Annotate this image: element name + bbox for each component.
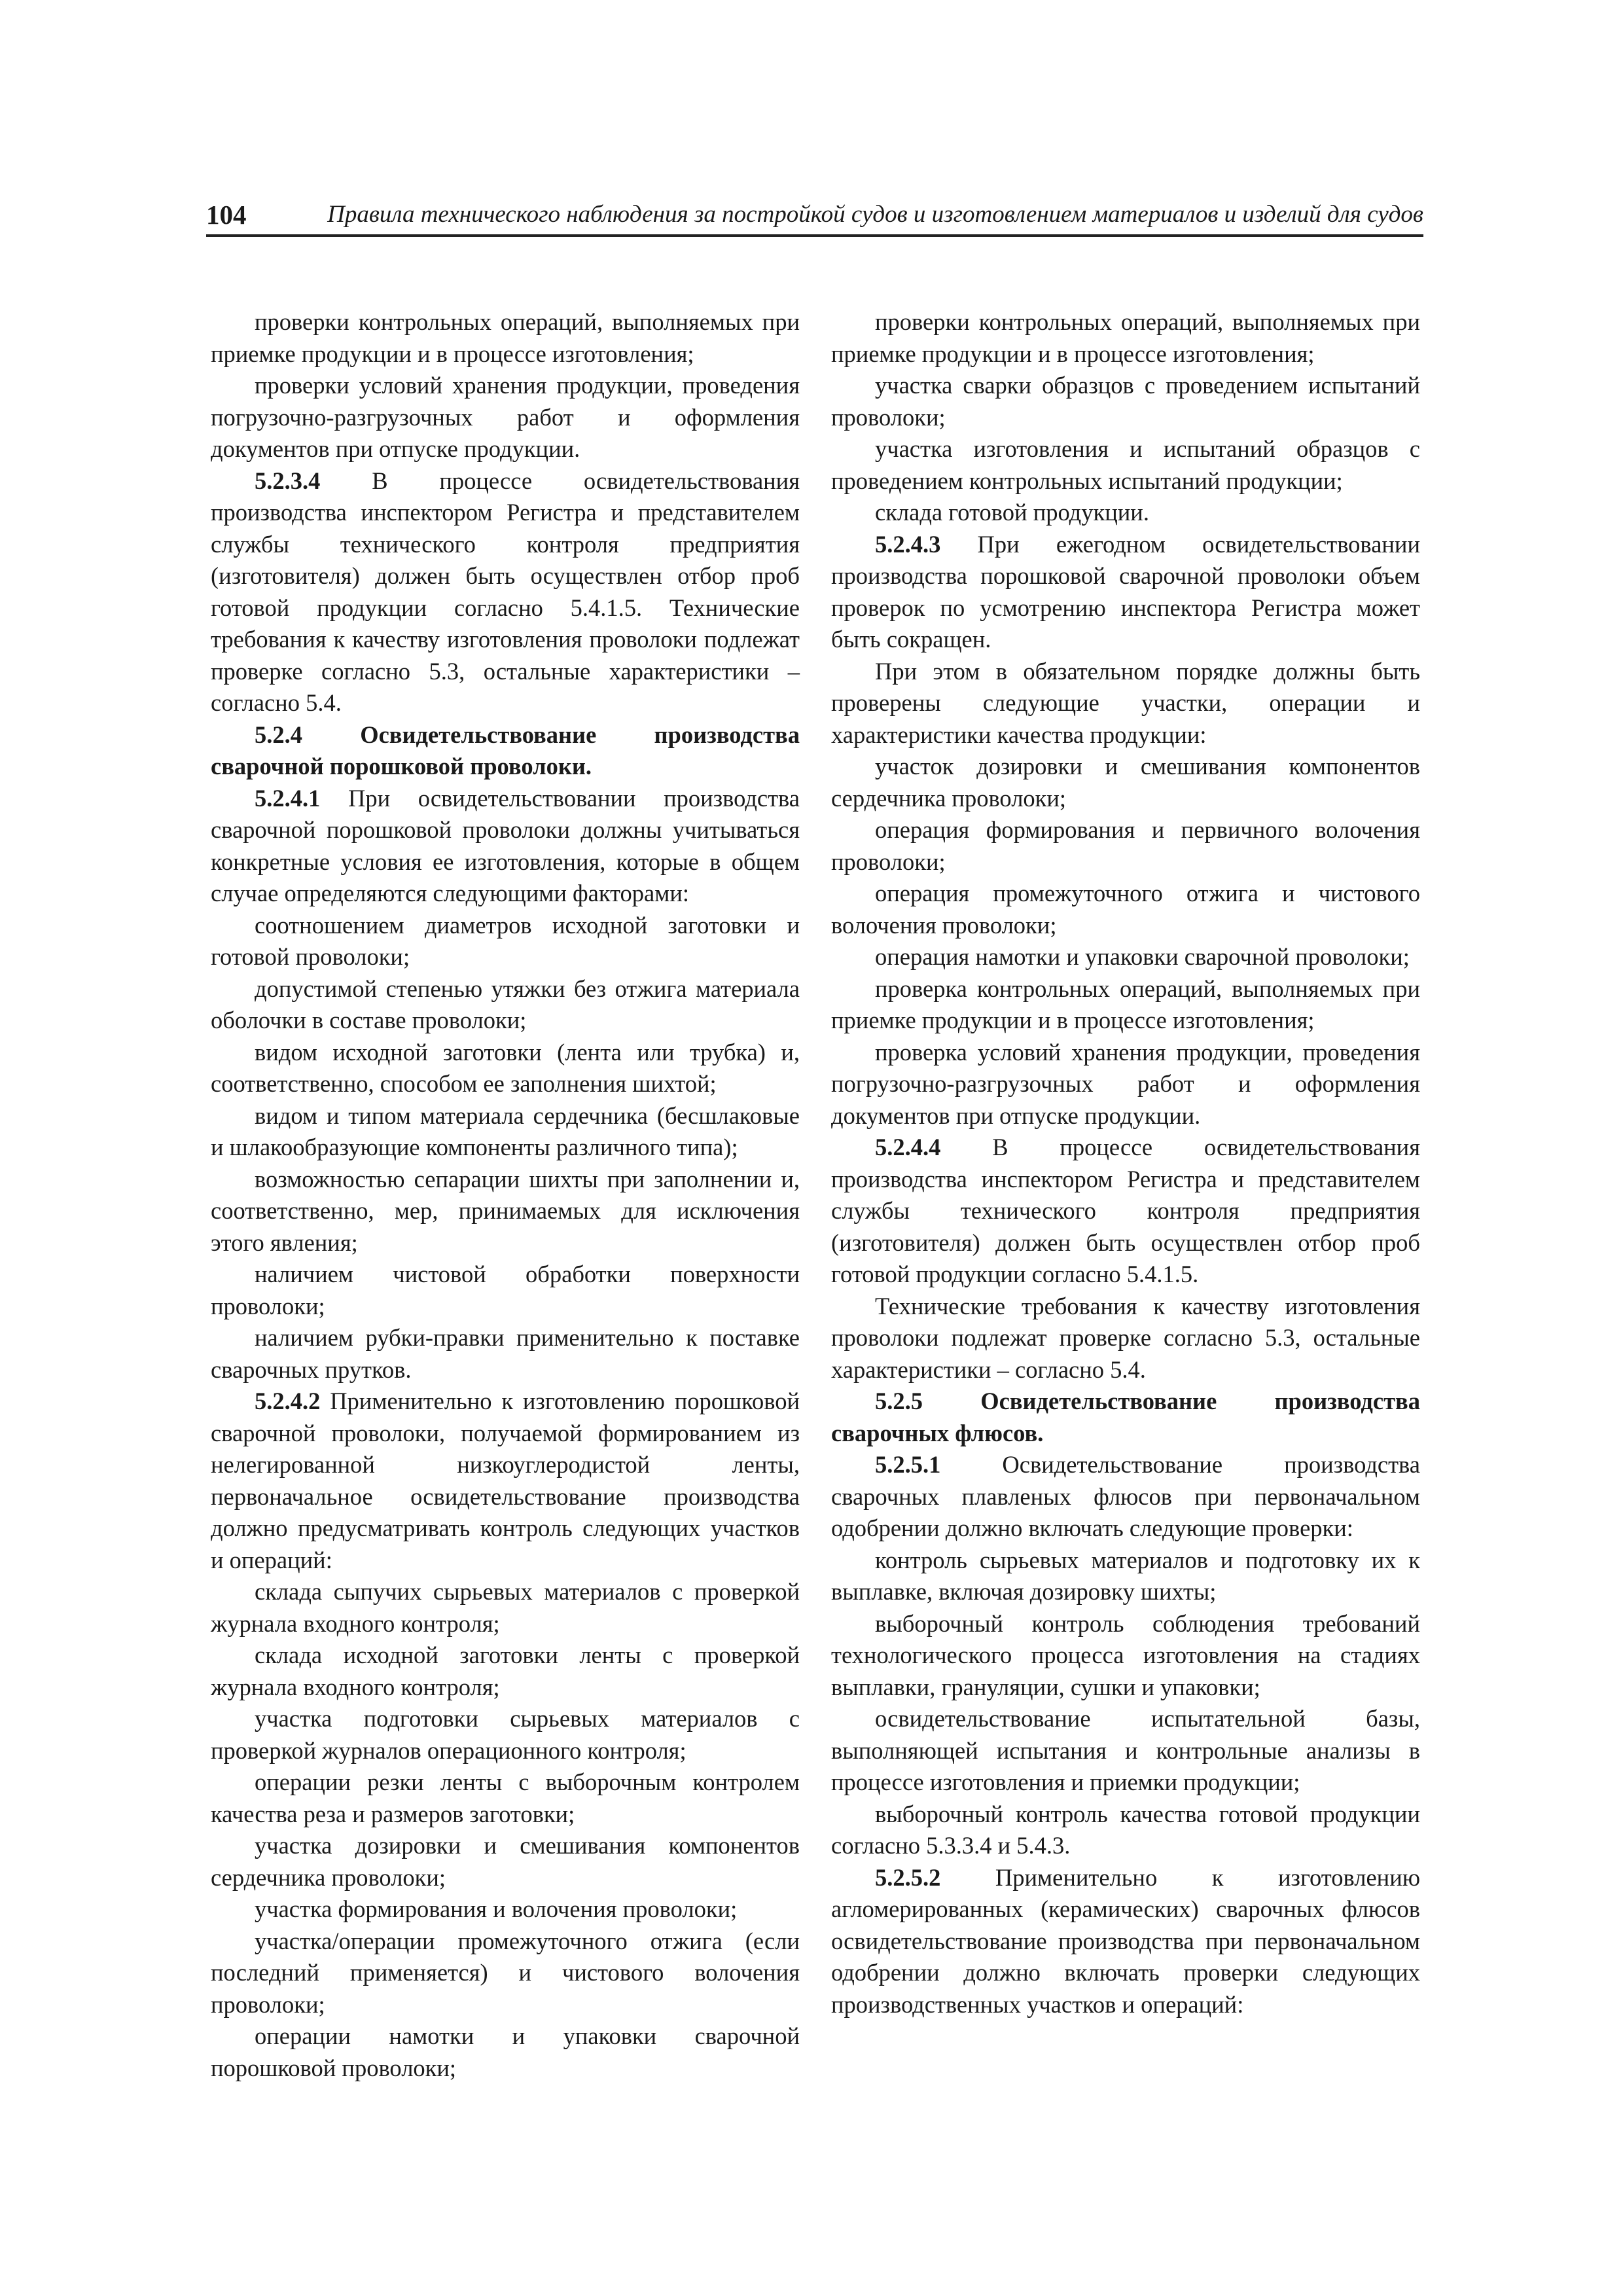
paragraph [831,878,1420,941]
paragraph [831,1799,1420,1862]
paragraph-text: операции резки ленты с выборочным контролем качества реза и размеров заготовки; [211,1768,800,1827]
section-number: 5.2.4.1 [255,784,321,812]
paragraph [831,1545,1420,1608]
paragraph [211,1322,800,1386]
paragraph-text: участок дозировки и смешивания компонентов сердечника проволоки; [831,753,1420,812]
paragraph [211,1767,800,1830]
paragraph [211,1386,800,1576]
paragraph [211,1259,800,1322]
paragraph-text: участка сварки образцов с проведением испытаний проволоки; [831,372,1420,431]
paragraph-text: выборочный контроль качества готовой продукции согласно 5.3.3.4 и 5.4.3. [831,1800,1420,1859]
right-column [831,306,1420,2020]
paragraph-text: В процессе освидетельствования производства инспектором Регистра и представителем службы технического контроля предприятия (изготовителя) должен быть осуществлен отбор проб готовой продукции согласно 5.4.1.5. [831,1134,1420,1287]
paragraph [211,1100,800,1164]
paragraph-text: освидетельствование испытательной базы, выполняющей испытания и контрольные анализы в процессе изготовления и приемки продукции; [831,1705,1420,1795]
paragraph-text: При освидетельствовании производства сварочной порошковой проволоки должны учитываться конкретные условия ее изготовления, которые в общем случае определяются следующими факторами: [211,784,800,906]
paragraph [831,814,1420,878]
paragraph [211,465,800,719]
paragraph [211,1830,800,1893]
paragraph-text: проверка контрольных операций, выполняемых при приемке продукции и в процессе изготовления; [831,975,1420,1033]
paragraph-text: операция формирования и первичного волочения проволоки; [831,816,1420,875]
paragraph-text: допустимой степенью утяжки без отжига материала оболочки в составе проволоки; [211,975,800,1033]
paragraph [831,529,1420,656]
paragraph [211,1893,800,1926]
paragraph-text: возможностью сепарации шихты при заполнении и, соответственно, мер, принимаемых для исключения этого явления; [211,1165,800,1256]
paragraph [211,1926,800,2021]
paragraph-text: участка/операции промежуточного отжига (если последний применяется) и чистового волочения проволоки; [211,1927,800,2018]
paragraph [831,973,1420,1037]
paragraph [831,1608,1420,1704]
section-number: 5.2.5 Освидетельствование производства сварочных флюсов. [831,1388,1420,1446]
paragraph [831,1132,1420,1291]
paragraph-text: выборочный контроль соблюдения требований технологического процесса изготовления на стадиях выплавки, грануляции, сушки и упаковки; [831,1609,1420,1700]
paragraph [831,306,1420,370]
paragraph-text: Технические требования к качеству изготовления проволоки подлежат проверке согласно 5.3, остальные характеристики – согласно 5.4. [831,1292,1420,1383]
paragraph-text: При ежегодном освидетельствовании производства порошковой сварочной проволоки объем проверок по усмотрению инспектора Регистра может быть сокращен. [831,530,1420,653]
paragraph [211,306,800,370]
paragraph [211,1576,800,1640]
paragraph-text: участка дозировки и смешивания компонентов сердечника проволоки; [211,1832,800,1891]
paragraph [211,2020,800,2084]
paragraph-text: В процессе освидетельствования производства инспектором Регистра и представителем службы технического контроля предприятия (изготовителя) должен быть осуществлен отбор проб готовой продукции согласно 5.4.1.5. Технические требования к качеству изготовления проволоки подлежат проверке согласно 5.3, остальные характеристики – согласно 5.4. [211,467,800,716]
left-column [211,306,800,2084]
paragraph-text: При этом в обязательном порядке должны быть проверены следующие участки, операции и характеристики качества продукции: [831,657,1420,748]
paragraph [831,370,1420,433]
paragraph [211,370,800,465]
paragraph-text: участка формирования и волочения проволоки; [255,1895,738,1922]
paragraph-text: склада сыпучих сырьевых материалов с проверкой журнала входного контроля; [211,1578,800,1637]
paragraph-text: операции намотки и упаковки сварочной порошковой проволоки; [211,2022,800,2081]
paragraph-text: контроль сырьевых материалов и подготовку их к выплавке, включая дозировку шихты; [831,1546,1420,1605]
paragraph [831,1449,1420,1545]
paragraph-text: Применительно к изготовлению порошковой сварочной проволоки, получаемой формированием из нелегированной низкоуглеродистой ленты, первоначальное освидетельствование производства должно предусматривать контроль следующих участков и операций: [211,1388,800,1573]
paragraph-text: операция намотки и упаковки сварочной проволоки; [875,943,1410,970]
section-number: 5.2.4.4 [875,1134,941,1160]
paragraph-text: видом и типом материала сердечника (бесшлаковые и шлакообразующие компоненты различного типа); [211,1102,800,1160]
paragraph-text: склада готовой продукции. [875,499,1149,526]
paragraph-text: проверки условий хранения продукции, проведения погрузочно-разгрузочных работ и оформления документов при отпуске продукции. [211,372,800,462]
section-number: 5.2.4 Освидетельствование производства сварочной порошковой проволоки. [211,721,800,780]
paragraph-text: проверка условий хранения продукции, проведения погрузочно-разгрузочных работ и оформления документов при отпуске продукции. [831,1038,1420,1129]
paragraph [831,497,1420,529]
paragraph-text: участка изготовления и испытаний образцов с проведением контрольных испытаний продукции; [831,435,1420,494]
paragraph [831,1703,1420,1799]
paragraph [211,1037,800,1100]
page-number: 104 [206,200,247,230]
paragraph-text: проверки контрольных операций, выполняемых при приемке продукции и в процессе изготовления; [211,308,800,367]
section-number: 5.2.5.2 [875,1863,941,1891]
paragraph [831,1291,1420,1386]
paragraph [211,1703,800,1767]
paragraph-text: операция промежуточного отжига и чистового волочения проволоки; [831,880,1420,939]
paragraph [211,719,800,783]
paragraph [831,1037,1420,1132]
paragraph [211,1164,800,1259]
paragraph-text: наличием чистовой обработки поверхности проволоки; [211,1261,800,1319]
paragraph [211,973,800,1037]
section-number: 5.2.4.3 [875,530,941,558]
section-number: 5.2.3.4 [255,467,321,494]
section-number: 5.2.4.2 [255,1388,321,1414]
paragraph-text: Применительно к изготовлению агломерированных (керамических) сварочных флюсов освидетельствование производства при первоначальном одобрении должно включать проверки следующих производственных участков и операций: [831,1863,1420,2018]
section-number: 5.2.5.1 [875,1451,941,1478]
running-title: Правила технического наблюдения за постройкой судов и изготовлением материалов и изделий для судов [327,201,1423,228]
paragraph-text: проверки контрольных операций, выполняемых при приемке продукции и в процессе изготовления; [831,308,1420,367]
paragraph-text: участка подготовки сырьевых материалов с проверкой журналов операционного контроля; [211,1705,800,1764]
paragraph [211,1640,800,1703]
paragraph [211,910,800,973]
paragraph-text: наличием рубки-правки применительно к поставке сварочных прутков. [211,1324,800,1383]
paragraph-text: Освидетельствование производства сварочных плавленых флюсов при первоначальном одобрении должно включать следующие проверки: [831,1451,1420,1541]
page-header [206,196,1423,237]
paragraph [831,1862,1420,2021]
paragraph [831,1386,1420,1449]
paragraph [831,941,1420,973]
paragraph [831,751,1420,814]
paragraph-text: соотношением диаметров исходной заготовки и готовой проволоки; [211,911,800,970]
paragraph [831,433,1420,497]
paragraph-text: видом исходной заготовки (лента или трубка) и, соответственно, способом ее заполнения шихтой; [211,1038,800,1097]
paragraph [211,783,800,910]
paragraph-text: склада исходной заготовки ленты с проверкой журнала входного контроля; [211,1641,800,1700]
paragraph [831,656,1420,751]
